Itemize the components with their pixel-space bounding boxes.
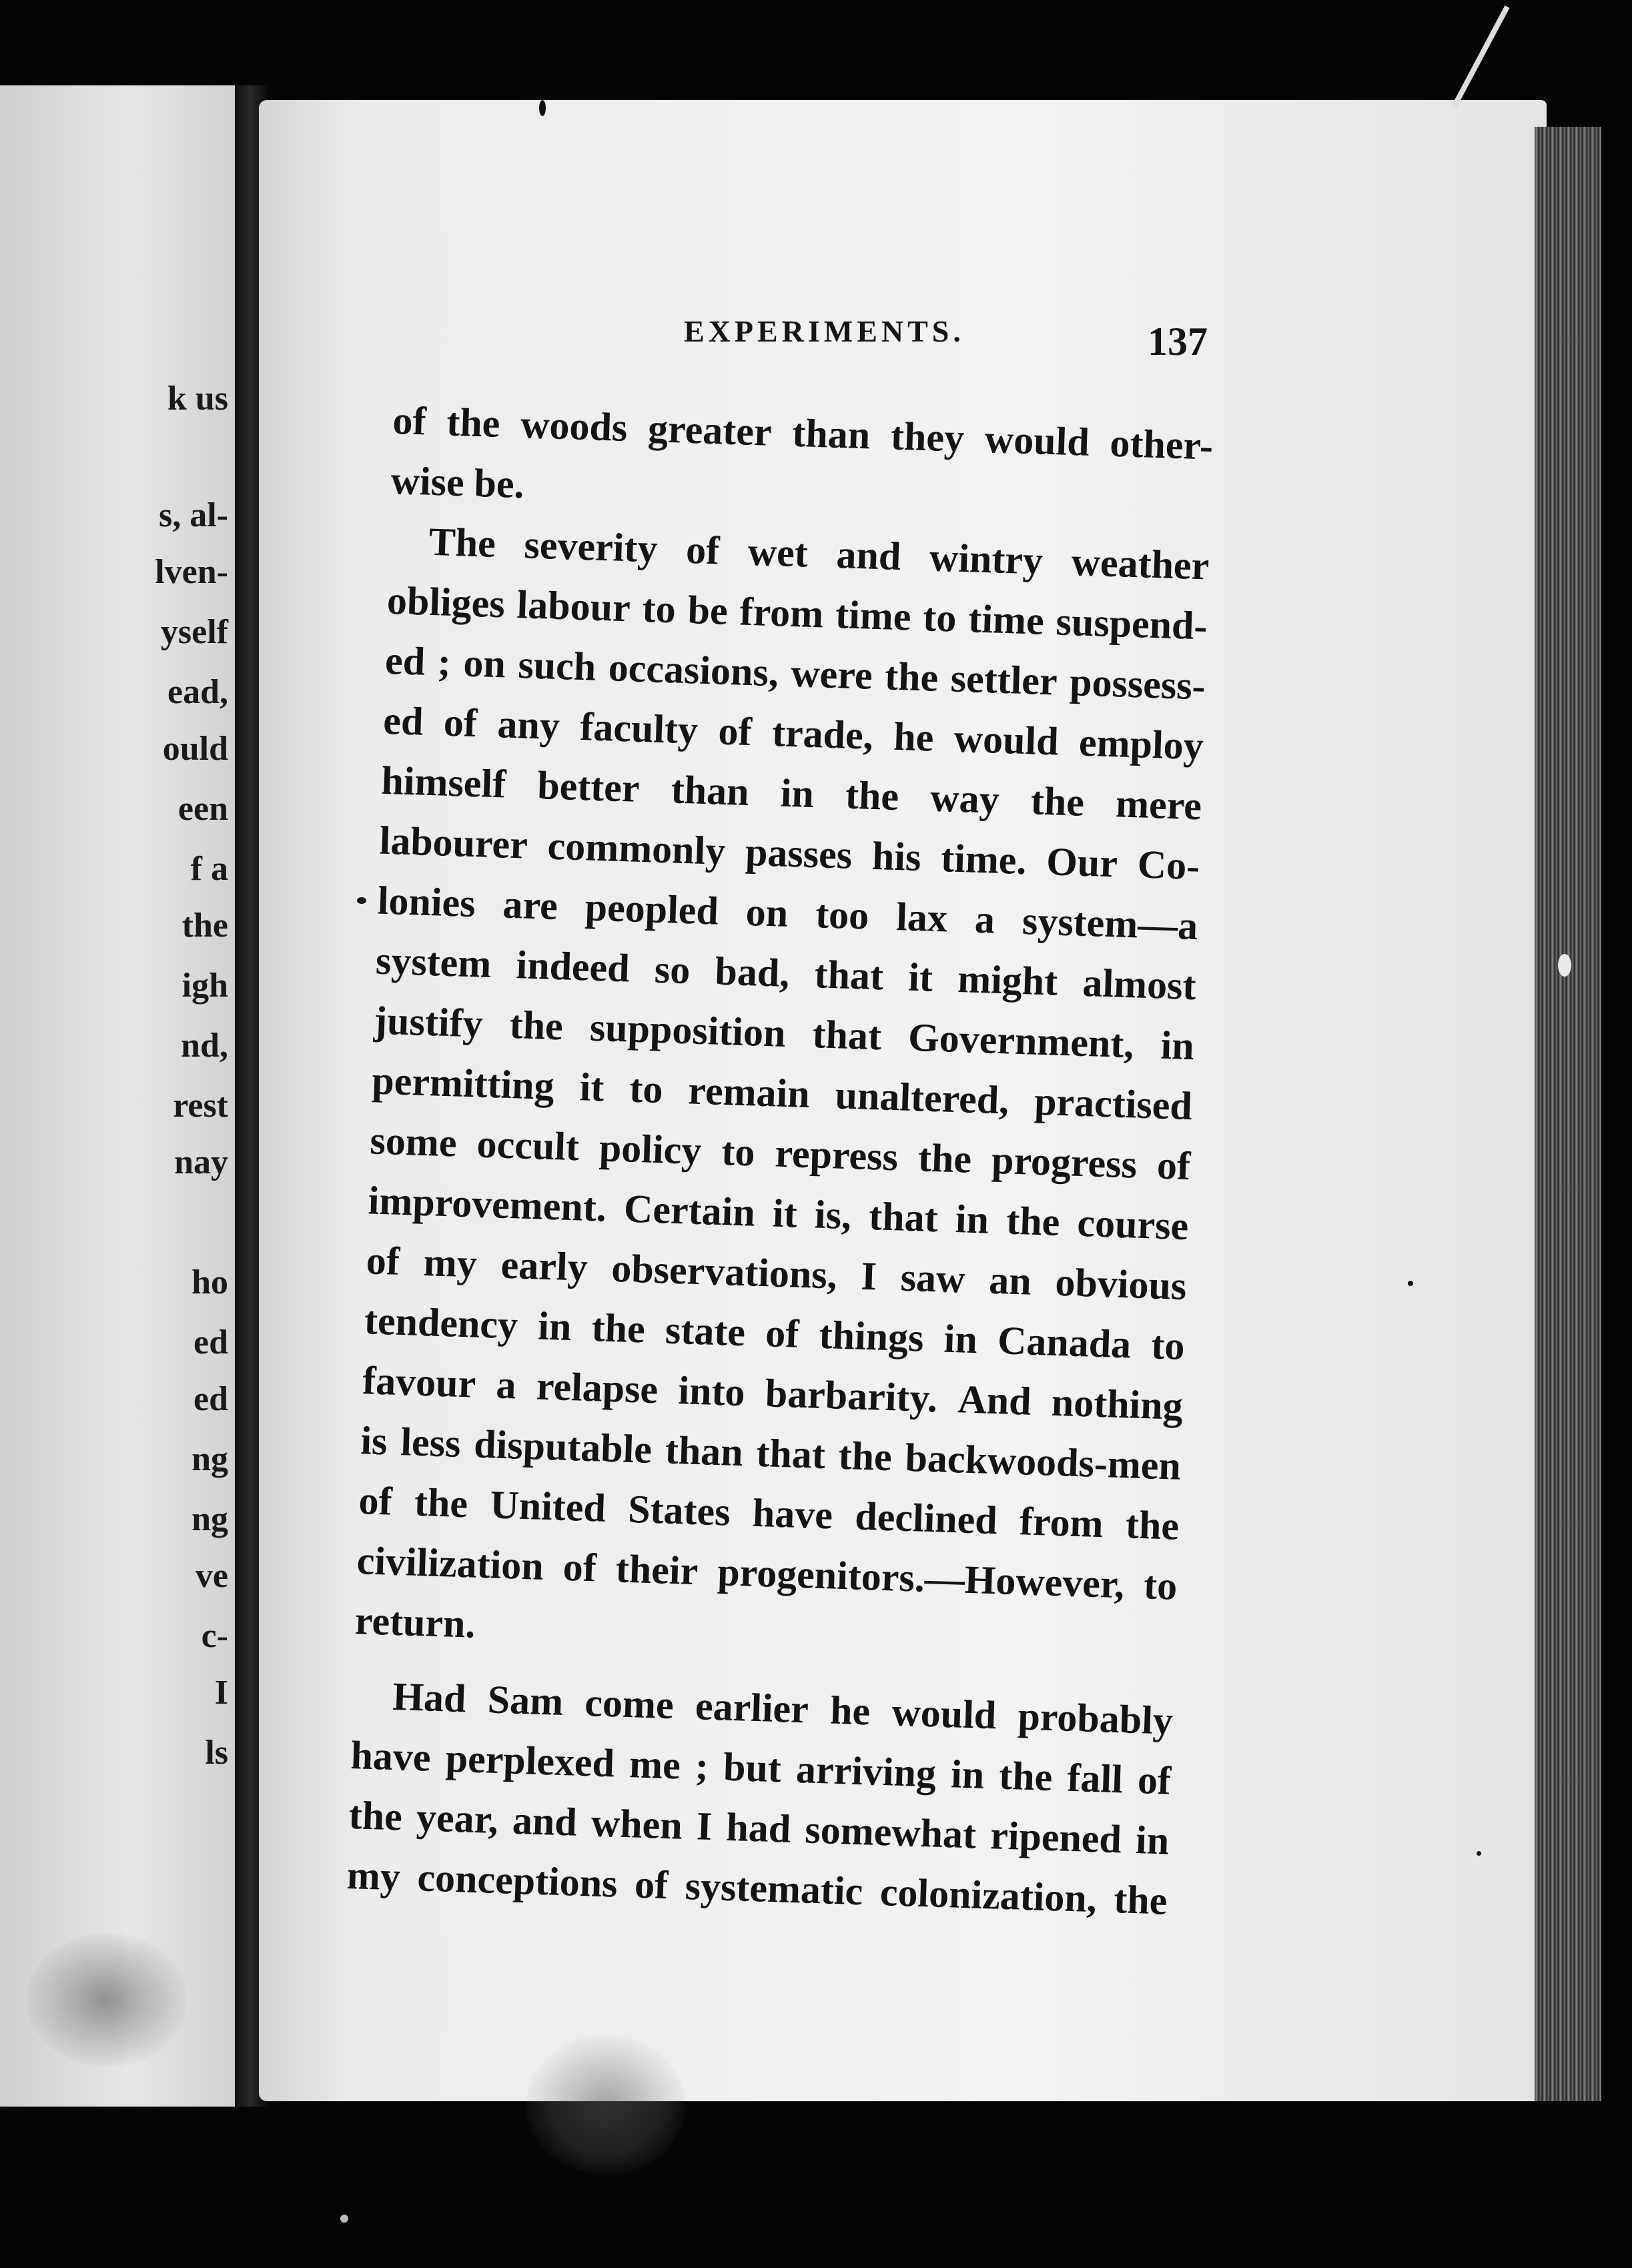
word: obliges <box>386 578 506 626</box>
word: disputable <box>473 1422 653 1472</box>
left-page-line: the <box>181 907 228 945</box>
left-page-line: I <box>214 1674 228 1712</box>
paper-tab <box>1558 954 1571 977</box>
left-page-line: een <box>177 790 228 828</box>
word: trade, <box>771 710 874 758</box>
word: the <box>1030 778 1085 824</box>
word: nothing <box>1050 1379 1184 1428</box>
word: system <box>375 938 492 987</box>
word: relapse <box>536 1363 659 1412</box>
word: ; <box>436 640 452 684</box>
word: weather <box>1070 540 1210 588</box>
left-page-line: ead, <box>167 673 228 711</box>
word: States <box>627 1486 731 1534</box>
word: any <box>496 702 560 748</box>
word: the <box>1005 1198 1061 1244</box>
text-line: wise be. <box>390 458 525 507</box>
ink-speck <box>1477 1851 1481 1856</box>
word: time. <box>940 836 1028 883</box>
word: greater <box>647 406 773 454</box>
word: in <box>779 770 815 816</box>
word: labourer <box>378 818 528 867</box>
left-page-line: nay <box>174 1143 228 1181</box>
word: in <box>943 1316 978 1362</box>
word: be <box>687 588 729 633</box>
left-page-line: yself <box>160 613 228 651</box>
word: and <box>512 1798 578 1844</box>
left-page-line: lven- <box>155 553 228 591</box>
word: wintry <box>929 535 1044 583</box>
word: practised <box>1034 1079 1193 1129</box>
left-page-line: ng <box>191 1500 228 1538</box>
word: conceptions <box>416 1855 619 1906</box>
word: probably <box>1017 1694 1174 1743</box>
ink-speck <box>357 897 366 904</box>
word: on <box>745 889 789 935</box>
word: time <box>967 596 1045 643</box>
word: in <box>1135 1818 1170 1863</box>
word: improvement. <box>367 1178 607 1230</box>
word: lonies <box>376 878 476 926</box>
word: in <box>1160 1023 1195 1069</box>
word: the <box>998 1753 1054 1800</box>
word: in <box>537 1303 572 1349</box>
word: declined <box>854 1494 998 1543</box>
word: is, <box>814 1192 853 1238</box>
word: to <box>721 1129 756 1175</box>
word: faculty <box>579 704 699 752</box>
page-number: 137 <box>1148 320 1208 364</box>
word: of <box>634 1862 669 1908</box>
word: of <box>717 708 753 754</box>
left-page-line: s, al- <box>159 496 228 534</box>
word: would <box>983 416 1090 464</box>
word: a <box>495 1362 517 1407</box>
word: indeed <box>515 943 631 991</box>
left-page-line: igh <box>181 967 228 1005</box>
word: possess- <box>1069 660 1206 708</box>
ink-speck <box>1408 1281 1413 1286</box>
word: favour <box>362 1358 477 1406</box>
word: Our <box>1046 839 1119 886</box>
word: perplexed <box>444 1736 616 1786</box>
word: the <box>845 772 900 819</box>
word: policy <box>598 1125 703 1173</box>
word: progress <box>991 1137 1138 1187</box>
word: that <box>755 1430 826 1478</box>
word: that <box>813 952 885 999</box>
word: the <box>446 400 501 446</box>
left-page-stain <box>27 1933 187 2067</box>
word: on <box>462 640 506 686</box>
word: lax <box>895 895 949 941</box>
word: would <box>953 716 1060 764</box>
word: to <box>629 1066 664 1112</box>
word: United <box>489 1482 606 1530</box>
word: he <box>893 714 935 760</box>
word: is <box>360 1418 388 1464</box>
word: passes <box>745 829 853 877</box>
word: have <box>350 1733 432 1780</box>
word: supposition <box>589 1005 787 1055</box>
word: progenitors.—However, <box>717 1550 1126 1607</box>
word: remain <box>687 1068 811 1117</box>
left-page-line: c- <box>201 1617 228 1655</box>
word: employ <box>1078 720 1204 768</box>
word: occasions, <box>607 645 779 695</box>
word: state <box>665 1307 747 1355</box>
word: such <box>517 642 597 689</box>
word: settler <box>949 656 1058 704</box>
word: I <box>860 1253 877 1299</box>
word: saw <box>899 1255 966 1301</box>
word: of <box>365 1238 401 1283</box>
word: the <box>837 1433 893 1480</box>
word: civilization <box>356 1538 544 1588</box>
left-page-line: ould <box>162 730 228 768</box>
right-page-stain <box>526 2035 686 2175</box>
left-page-line: ls <box>205 1734 228 1772</box>
word: unaltered, <box>834 1073 1010 1123</box>
word: to <box>922 595 957 640</box>
word: of <box>1137 1758 1172 1803</box>
left-page-line: nd, <box>181 1027 228 1065</box>
word: come <box>584 1680 675 1728</box>
word: permitting <box>371 1058 555 1109</box>
word: his <box>871 833 922 880</box>
word: other- <box>1109 420 1214 468</box>
word: my <box>346 1852 402 1899</box>
word: of <box>358 1478 393 1524</box>
left-page-line: ve <box>195 1557 228 1595</box>
word: Government, <box>907 1015 1135 1067</box>
word: the <box>348 1792 403 1839</box>
word: suspend- <box>1055 599 1208 648</box>
word: so <box>653 947 691 993</box>
word: repress <box>774 1131 899 1179</box>
word: justify <box>373 998 484 1046</box>
word: the <box>414 1480 469 1526</box>
word: year, <box>416 1795 499 1842</box>
left-page-line: ed <box>193 1323 228 1361</box>
word: obvious <box>1054 1259 1188 1308</box>
word: than <box>791 410 871 458</box>
word: it <box>907 955 934 1000</box>
word: fall <box>1066 1755 1124 1802</box>
word: but <box>723 1744 782 1791</box>
word: the <box>508 1002 564 1049</box>
word: had <box>725 1804 792 1851</box>
word: in <box>950 1752 985 1797</box>
word: Sam <box>486 1677 564 1724</box>
word: might <box>957 957 1059 1004</box>
word: to <box>1143 1563 1178 1608</box>
word: of <box>392 398 427 444</box>
word: colonization, <box>879 1870 1098 1921</box>
word: systematic <box>684 1863 864 1914</box>
word: the <box>1125 1502 1180 1548</box>
word: way <box>929 775 1000 822</box>
body-text <box>346 390 1214 1931</box>
word: ed <box>382 698 424 744</box>
word: their <box>615 1546 699 1594</box>
word: some <box>369 1118 458 1165</box>
word: better <box>536 763 641 810</box>
word: The <box>428 519 496 566</box>
word: mere <box>1115 781 1203 828</box>
running-head: EXPERIMENTS. <box>684 314 965 348</box>
left-page-line: ng <box>191 1440 228 1478</box>
word: tendency <box>364 1298 519 1347</box>
word: earlier <box>695 1684 809 1732</box>
word: that <box>868 1194 939 1241</box>
word: less <box>400 1420 462 1466</box>
word: it <box>578 1065 605 1110</box>
word: from <box>1019 1499 1104 1546</box>
word: in <box>954 1197 990 1242</box>
word: when <box>590 1800 683 1848</box>
word: barbarity. <box>764 1371 939 1421</box>
word: things <box>818 1312 925 1360</box>
word: ed <box>384 638 426 684</box>
word: peopled <box>584 885 719 933</box>
ink-speck <box>340 2215 348 2223</box>
word: And <box>957 1377 1032 1424</box>
word: system—a <box>1022 899 1199 949</box>
word: of <box>442 700 478 746</box>
word: the <box>884 654 939 700</box>
word: the <box>1113 1877 1168 1923</box>
word: Canada <box>997 1318 1132 1367</box>
word: to <box>641 586 677 632</box>
word: my <box>422 1240 478 1286</box>
word: into <box>677 1368 746 1415</box>
word: of <box>562 1544 597 1590</box>
word: observations, <box>610 1245 838 1297</box>
word: than <box>664 1428 744 1475</box>
left-page-line: f a <box>190 850 228 888</box>
word: ripened <box>989 1813 1122 1862</box>
word: commonly <box>546 823 727 873</box>
word: from <box>739 589 825 636</box>
word: arriving <box>795 1746 937 1796</box>
word: it <box>772 1191 798 1236</box>
word: of <box>1156 1143 1192 1189</box>
word: the <box>917 1135 973 1181</box>
word: too <box>815 892 870 938</box>
word: they <box>890 414 965 460</box>
word: Had <box>392 1674 467 1721</box>
ink-speck <box>539 100 546 116</box>
word: bad, <box>714 949 791 996</box>
word: have <box>752 1490 834 1538</box>
word: ; <box>695 1744 710 1788</box>
word: almost <box>1082 960 1197 1009</box>
word: and <box>835 532 902 578</box>
text-line: return. <box>354 1598 476 1646</box>
word: a <box>974 897 996 942</box>
word: Certain <box>623 1186 756 1235</box>
word: than <box>670 767 750 814</box>
word: of <box>685 527 721 573</box>
left-page-line: ed <box>193 1380 228 1418</box>
word: severity <box>523 522 659 571</box>
word: Co- <box>1136 842 1201 889</box>
word: himself <box>380 758 507 806</box>
word: course <box>1076 1200 1190 1249</box>
word: occult <box>476 1121 580 1169</box>
left-page-line: ho <box>191 1263 228 1301</box>
word: he <box>829 1688 871 1734</box>
word: that <box>811 1012 883 1059</box>
left-page <box>0 85 235 2107</box>
word: were <box>790 650 873 698</box>
word: to <box>1150 1323 1186 1368</box>
word: early <box>500 1242 588 1289</box>
word: wet <box>747 529 809 576</box>
page-edges <box>1535 127 1601 2101</box>
left-page-line: k us <box>167 380 228 418</box>
word: I <box>695 1804 713 1849</box>
word: somewhat <box>804 1807 977 1857</box>
word: me <box>629 1742 681 1788</box>
word: labour <box>516 582 631 630</box>
word: of <box>765 1311 800 1356</box>
word: woods <box>520 402 629 450</box>
word: are <box>502 882 558 929</box>
word: an <box>988 1257 1032 1303</box>
word: the <box>590 1305 646 1351</box>
left-page-line: rest <box>173 1087 228 1125</box>
word: time <box>835 592 912 639</box>
word: backwoods-men <box>904 1435 1182 1488</box>
word: would <box>891 1690 997 1738</box>
